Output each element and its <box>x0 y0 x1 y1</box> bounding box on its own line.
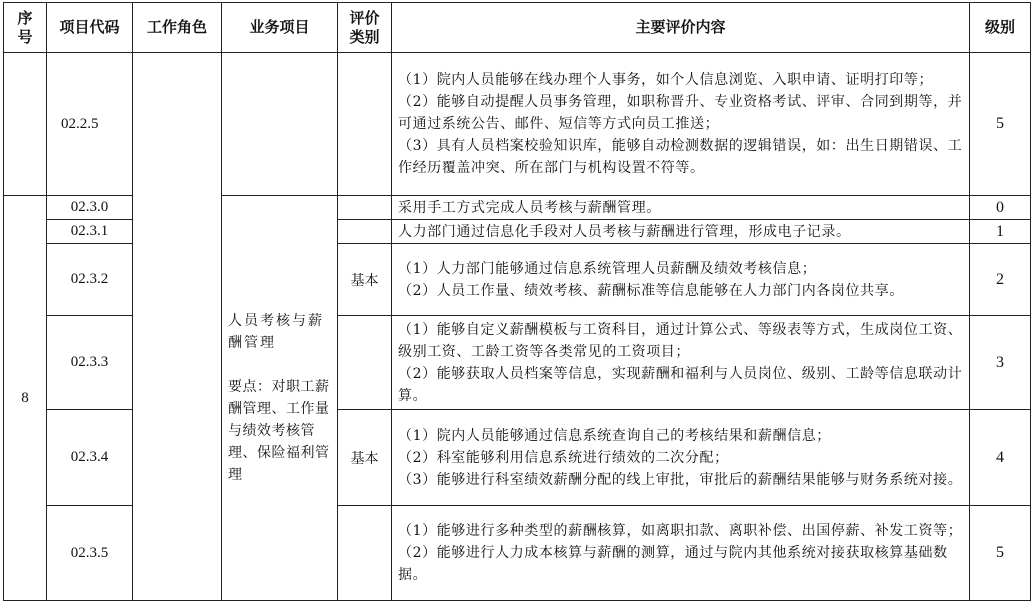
content-line: （1）能够进行多种类型的薪酬核算，如离职扣款、离职补偿、出国停薪、补发工资等； <box>398 523 963 539</box>
header-business: 业务项目 <box>222 3 338 53</box>
code-cell: 02.3.5 <box>47 506 133 601</box>
business-item-cell <box>222 196 338 601</box>
seq-cell-empty <box>4 53 47 196</box>
content-line: （1）能够自定义薪酬模板与工资科目，通过计算公式、等级表等方式，生成岗位工资、级别工资、工龄工资等各类常见的工资项目； <box>398 321 963 360</box>
content-cell <box>392 53 970 196</box>
content-line: （1）院内人员能够通过信息系统查询自己的考核结果和薪酬信息； <box>398 427 831 444</box>
content-line: （1）院内人员能够在线办理个人事务，如个人信息浏览、入职申请、证明打印等； <box>398 72 934 88</box>
level-cell: 1 <box>970 220 1031 244</box>
table-row <box>4 53 1031 196</box>
content-cell <box>392 244 970 316</box>
content-line: （3）具有人员档案校验知识库，能够自动检测数据的逻辑错误，如：出生日期错误、工作经历覆盖冲突、所在部门与机构设置不符等。 <box>398 138 963 176</box>
header-role: 工作角色 <box>133 3 222 53</box>
header-category: 评价类别 <box>338 3 392 53</box>
content-cell <box>392 220 970 244</box>
content-line: （2）能够获取人员档案等信息，实现薪酬和福利与人员岗位、级别、工龄等信息联动计算。 <box>398 365 963 404</box>
content-line: （1）人力部门能够通过信息系统管理人员薪酬及绩效考核信息； <box>398 260 817 277</box>
level-cell: 4 <box>970 410 1031 506</box>
business-item-title: 人员考核与薪酬管理 <box>228 313 324 351</box>
header-content: 主要评价内容 <box>392 3 970 53</box>
code-cell: 02.3.3 <box>47 316 133 410</box>
level-cell: 3 <box>970 316 1031 410</box>
content-line: （2）人员工作量、绩效考核、薪酬标准等信息能够在人力部门内各岗位共享。 <box>398 282 904 299</box>
role-cell <box>133 53 222 601</box>
evaluation-table <box>3 2 1031 601</box>
header-level: 级别 <box>970 3 1031 53</box>
header-seq: 序号 <box>4 3 47 53</box>
content-line: （3）能够进行科室绩效薪酬分配的线上审批，审批后的薪酬结果能够与财务系统对接。 <box>398 471 963 488</box>
code-cell: 02.3.1 <box>47 220 133 244</box>
content-cell <box>392 196 970 220</box>
business-cell-empty <box>222 53 338 196</box>
content-cell <box>392 316 970 410</box>
code-cell: 02.3.0 <box>47 196 133 220</box>
category-cell <box>338 220 392 244</box>
category-cell <box>338 53 392 196</box>
content-line: （2）能够进行人力成本核算与薪酬的测算，通过与院内其他系统对接获取核算基础数据。 <box>398 545 948 583</box>
category-cell: 基本 <box>338 410 392 506</box>
code-cell: 02.2.5 <box>47 53 133 196</box>
category-cell <box>338 196 392 220</box>
level-cell: 2 <box>970 244 1031 316</box>
level-cell: 5 <box>970 53 1031 196</box>
group-number: 8 <box>4 196 47 601</box>
category-cell <box>338 506 392 601</box>
content-cell <box>392 506 970 601</box>
header-code: 项目代码 <box>47 3 133 53</box>
category-cell: 基本 <box>338 244 392 316</box>
level-cell: 0 <box>970 196 1031 220</box>
content-cell <box>392 410 970 506</box>
category-cell <box>338 316 392 410</box>
level-cell: 5 <box>970 506 1031 601</box>
content-line: （2）科室能够利用信息系统进行绩效的二次分配； <box>398 449 729 466</box>
header-row <box>4 3 1031 53</box>
code-cell: 02.3.2 <box>47 244 133 316</box>
business-item-points: 要点：对职工薪酬管理、工作量与绩效考核管理、保险福利管理 <box>228 379 330 483</box>
content-line: 人力部门通过信息化手段对人员考核与薪酬进行管理，形成电子记录。 <box>398 223 851 240</box>
code-cell: 02.3.4 <box>47 410 133 506</box>
content-line: （2）能够自动提醒人员事务管理，如职称晋升、专业资格考试、评审、合同到期等，并可通过系统公告、邮件、短信等方式向员工推送； <box>398 94 963 132</box>
content-line: 采用手工方式完成人员考核与薪酬管理。 <box>398 199 661 216</box>
